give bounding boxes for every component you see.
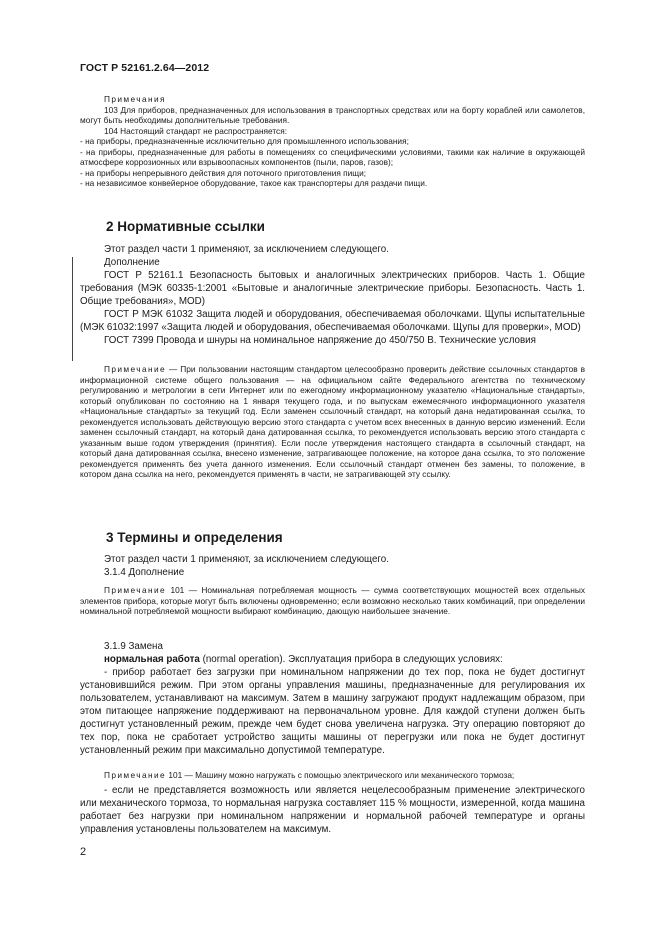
reference-item: ГОСТ Р МЭК 61032 Защита людей и оборудования, обеспечиваемая оболочками. Щупы испытательные (МЭК 61032:1997 «Защита людей и оборудования, обеспечиваемая оболочками. Щупы для проверки», MOD) (80, 309, 585, 333)
normal-load-para: - если не представляется возможность или является нецелесообразным применение электрического или механического тормоза, то нормальная нагрузка составляет 115 % мощности, измеренной, когда машина работает без нагрузки при номинальном напряжении и нормальной рабочей температуре и органы управления установлены пользователем на максимум. (80, 785, 585, 835)
term: нормальная работа (104, 654, 200, 665)
note-text: 101 — Машину можно нагружать с помощью электрического или механического тормоза; (166, 770, 515, 780)
change-bar (72, 257, 73, 361)
note-text: 101 — Номинальная потребляемая мощность — сумма соответствующих мощностей всех отдельных элементов прибора, которые могут быть включены одновременно; если возможно несколько таких комбинаций, при определении номинальной потребляемой мощности выбирают комбинацию, дающую наибольшее значение. (80, 585, 585, 616)
section-3 (80, 530, 585, 545)
section-2-heading: 2 Нормативные ссылки (106, 219, 265, 234)
reference-item: ГОСТ 7399 Провода и шнуры на номинальное напряжение до 450/750 В. Технические условия (104, 335, 536, 346)
note-104-item: - на приборы, предназначенные исключительно для промышленного использования; (80, 136, 409, 146)
note-103: 103 Для приборов, предназначенных для использования в транспортных средствах или на борту кораблей или самолетов, могут быть необходимы дополнительные требования. (80, 104, 585, 125)
section-2-body (80, 243, 585, 347)
note-label: Примечание (104, 364, 167, 374)
normal-operation-para: - прибор работает без загрузки при номинальном напряжении до тех пор, пока не будет достигнут установившийся режим. При этом органы управления машины, предназначенные для регулирования их пользователем, устанавливают на максимум. Затем в машину загружают продукт надлежащим образом, при этом питающее напряжение поддерживают на первоначальном уровне. Для каждой ступени должен быть достигнут установленный режим, прежде чем будет снова увеличена нагрузка. Эту операцию повторяют до тех пор, пока не сработает устройство защиты машины от перегрузки или пока не будет достигнут установленный режим при максимально допустимой температуре. (80, 667, 585, 756)
note-104-item: - на приборы, предназначенные для работы в помещениях со специфическими условиями, такими как наличие в окружающей атмосфере коррозионных или взрывоопасных компонентов (пыли, паров, газов); (80, 146, 585, 167)
addition-label: Дополнение (104, 257, 160, 268)
note-104-item: - на приборы непрерывного действия для поточного приготовления пищи; (80, 167, 367, 178)
note-104: 104 Настоящий стандарт не распространяется: (104, 125, 288, 136)
notes-label: Примечания (104, 94, 166, 104)
section-3-body (80, 553, 585, 579)
section-2 (80, 219, 585, 234)
section-2-note (80, 364, 585, 480)
clause-3-1-4: 3.1.4 Дополнение (104, 567, 185, 578)
intro-notes (80, 94, 585, 189)
section-2-intro: Этот раздел части 1 применяют, за исключением следующего. (104, 244, 389, 255)
note-104-item: - на независимое конвейерное оборудование, такое как транспортеры для раздачи пищи. (80, 178, 428, 188)
note-label: Примечание (104, 770, 167, 780)
clause-3-1-9-block (80, 640, 585, 757)
page-number: 2 (80, 846, 87, 858)
section-3-intro: Этот раздел части 1 применяют, за исключением следующего. (104, 554, 389, 565)
note-101-power (80, 585, 585, 617)
note-101-machine (80, 770, 585, 781)
page-header: ГОСТ Р 52161.2.64—2012 (80, 62, 210, 74)
section-3-heading: 3 Термины и определения (106, 530, 283, 545)
clause-3-1-9: 3.1.9 Замена (104, 641, 163, 652)
term-def: (normal operation). Эксплуатация прибора в следующих условиях: (199, 654, 503, 665)
note-label: Примечание (104, 585, 167, 595)
term-definition (80, 653, 585, 666)
note-text: — При пользовании настоящим стандартом целесообразно проверить действие ссылочных стандартов в информационной системе общего пользования — на официальном сайте Федерального агентства по техническому регулированию и метрологии в сети Интернет или по ежегодному информационному указателю «Национальные стандарты», который опубликован по состоянию на 1 января текущего года, и по выпускам ежемесячного информационного указателя «Национальные стандарты» за текущий год. Если заменен ссылочный стандарт, на который дана недатированная ссылка, то рекомендуется использовать действующую версию этого стандарта с учетом всех внесенных в данную версию изменений. Если заменен ссылочный стандарт, на который дана датированная ссылка, то рекомендуется использовать версию этого стандарта с указанным выше годом утверждения (принятия). Если после утверждения настоящего стандарта в ссылочный стандарт, на который дана датированная ссылка, внесено изменение, затрагивающее положение, на которое дана ссылка, то это положение рекомендуется применять без учета данного изменения. Если ссылочный стандарт отменен без замены, то положение, в котором дана ссылка на него, рекомендуется применять в части, не затрагивающей эту ссылку. (80, 364, 585, 479)
reference-item: ГОСТ Р 52161.1 Безопасность бытовых и аналогичных электрических приборов. Часть 1. Общие требования (МЭК 60335-1:2001 «Бытовые и аналогичные электрические приборы. Безопасность. Часть 1. Общие требования», MOD) (80, 270, 585, 307)
